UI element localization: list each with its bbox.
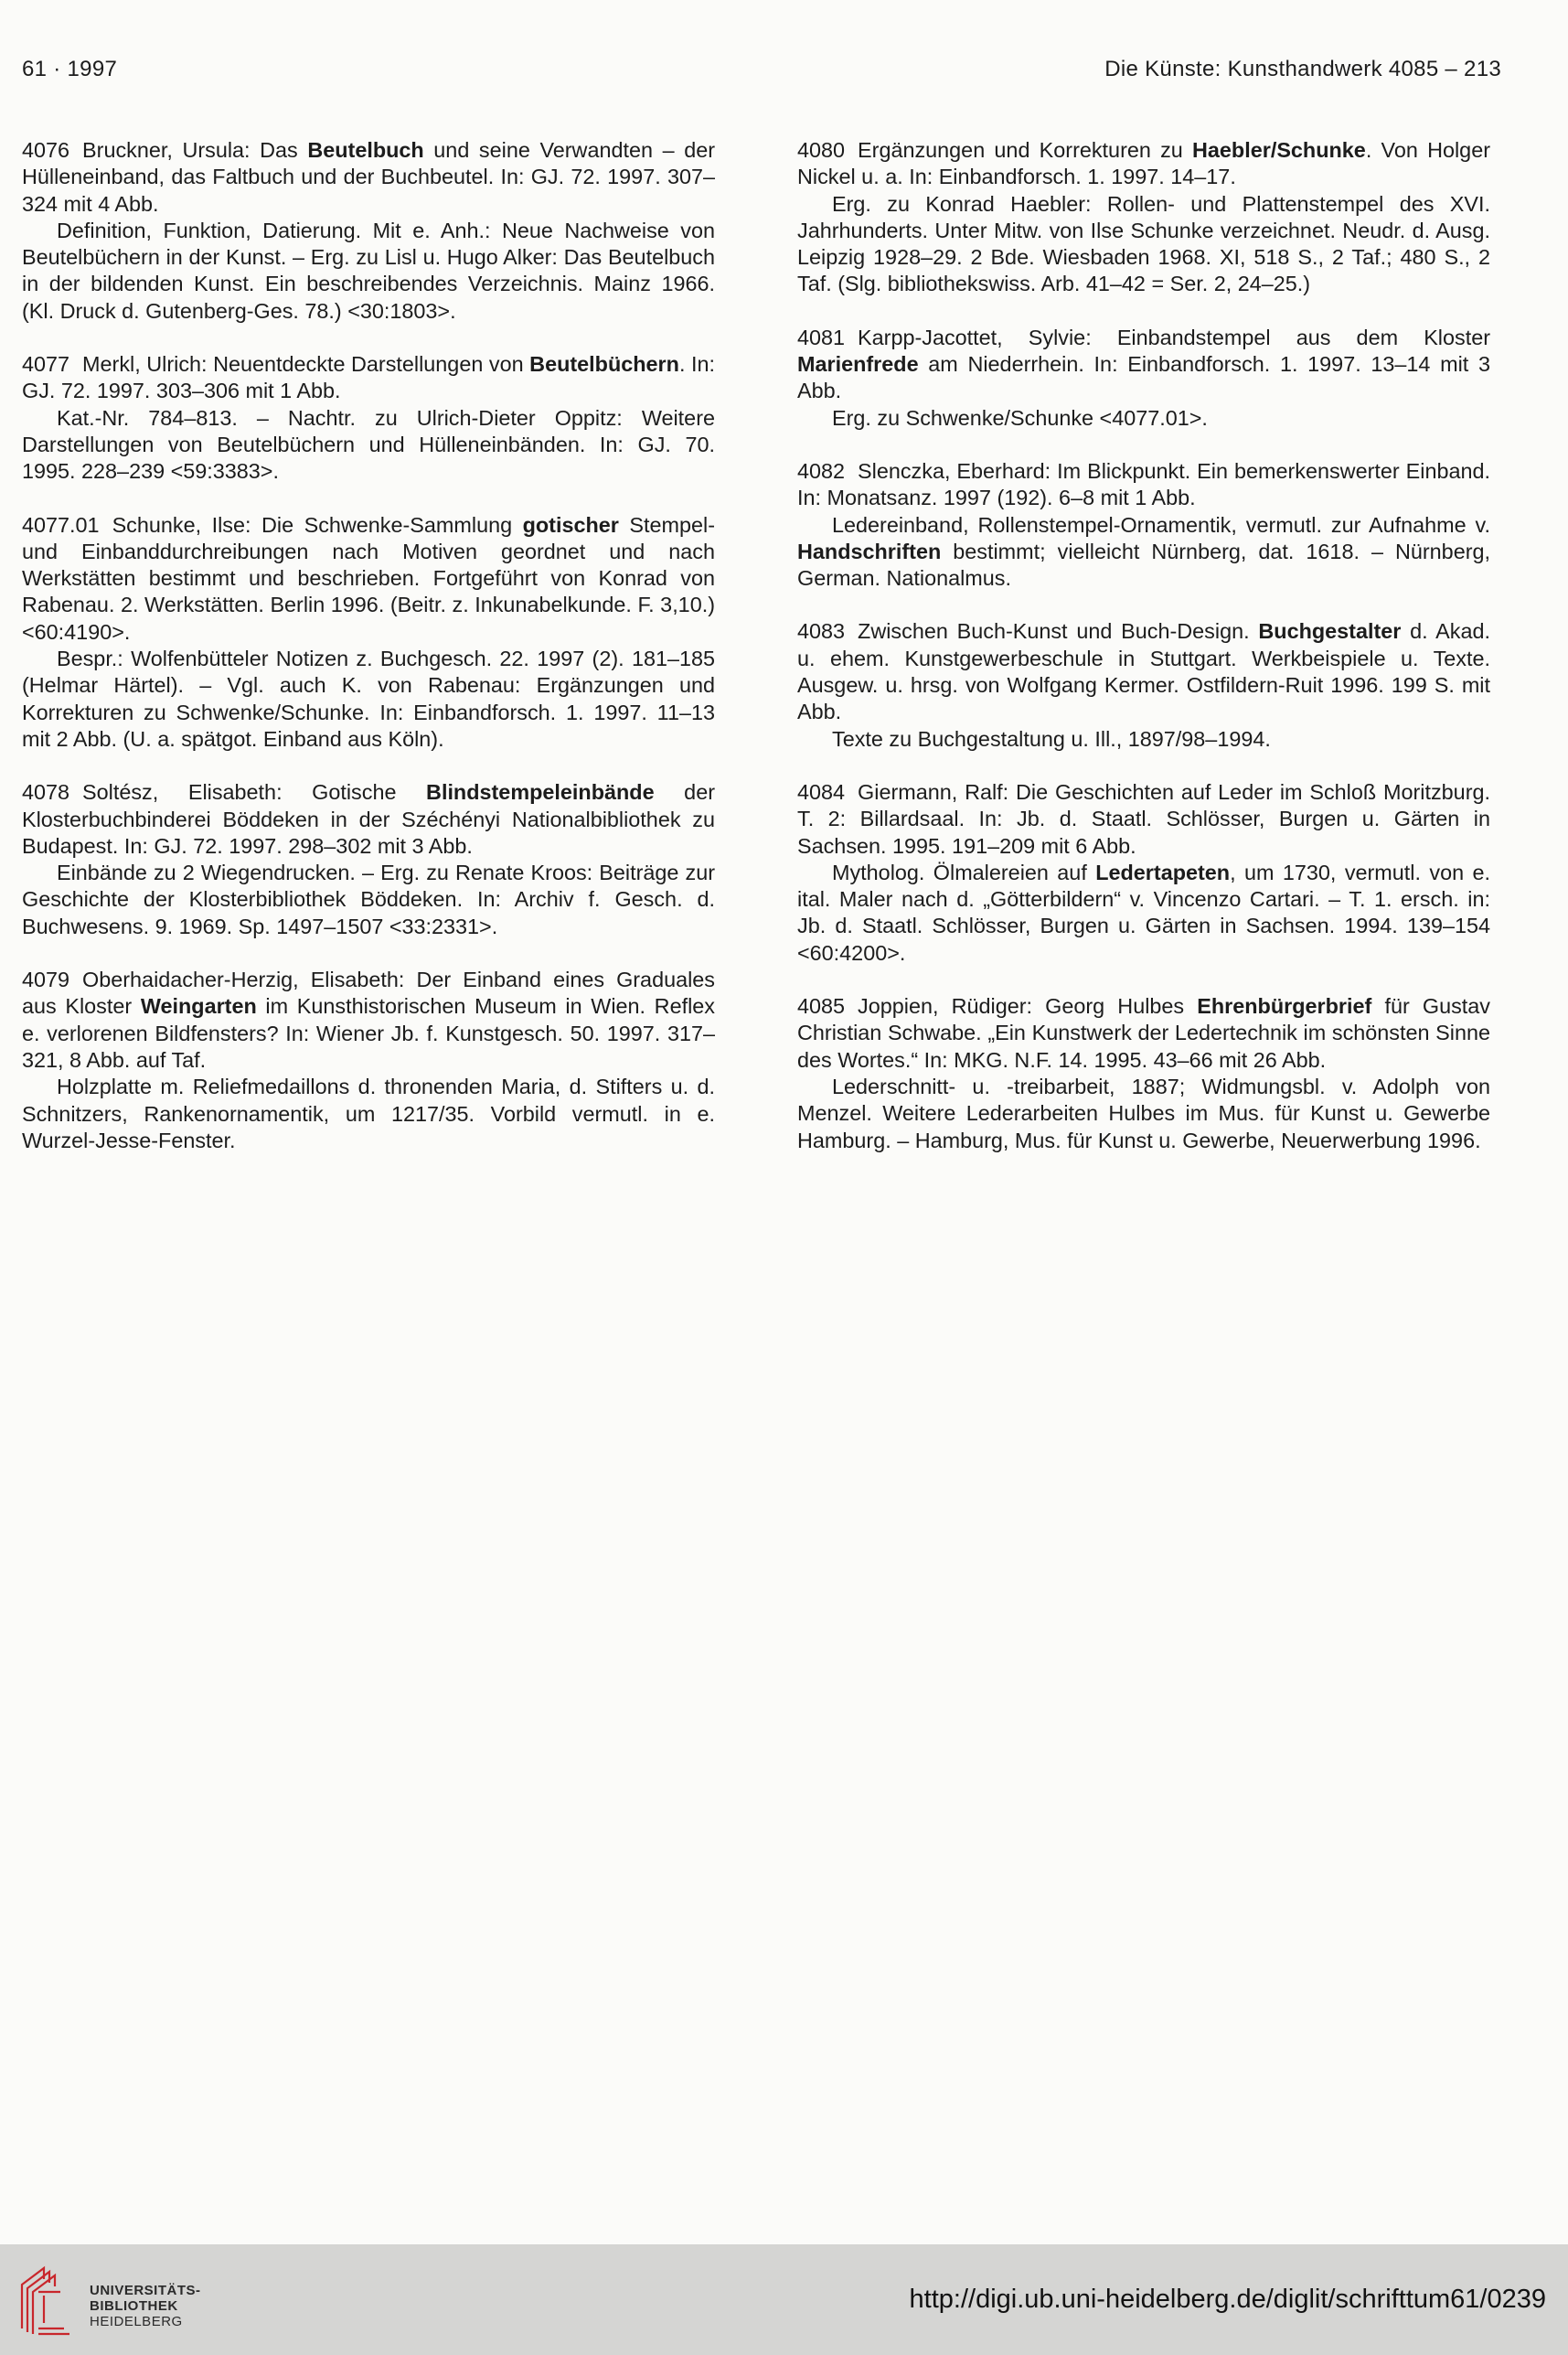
bibliography-entry xyxy=(797,993,1490,1154)
entry-citation xyxy=(22,967,715,1074)
entry-text: . Von Holger Nickel u. a. In: Einbandforsch. 1. 1997. 14–17. xyxy=(797,138,1490,189)
left-column xyxy=(22,137,715,1181)
entry-number: 4085 xyxy=(797,994,846,1019)
entry-text: Stempel- und Einbanddurchreibungen nach Motiven geordnet und nach Werkstätten bestimmt und beschrieben. Fortgeführt von Konrad von Rabenau. 2. Werkstätten. Berlin 1996. (Beitr. z. Inkunabelkunde. F. 3,10.) <60:4190>. xyxy=(22,512,715,644)
bibliography-entry xyxy=(797,618,1490,752)
entry-text: und seine Verwandten – der Hülleneinband, das Faltbuch und der Buchbeutel. In: GJ. 72. 1997. 307–324 mit 4 Abb. xyxy=(22,138,715,216)
page-header-left: 61 · 1997 xyxy=(22,57,118,81)
entry-keyword: Weingarten xyxy=(140,994,257,1019)
entry-keyword: Blindstempeleinbände xyxy=(426,780,655,805)
bibliography-entry xyxy=(22,351,715,485)
entry-text: Ledereinband, Rollenstempel-Ornamentik, vermutl. zur Aufnahme v. xyxy=(832,512,1490,537)
entry-text: im Kunsthistorischen Museum in Wien. Reflex e. verlorenen Bildfensters? In: Wiener Jb. f. Kunstgesch. 50. 1997. 317–321, 8 Abb. auf Taf. xyxy=(22,994,715,1072)
entry-text: Ergänzungen und Korrekturen zu xyxy=(858,138,1193,162)
page-header-right: Die Künste: Kunsthandwerk 4085 – 213 xyxy=(1104,57,1501,81)
entry-text: . In: GJ. 72. 1997. 303–306 mit 1 Abb. xyxy=(22,352,715,403)
source-url: http://digi.ub.uni-heidelberg.de/diglit/schrifttum61/0239 xyxy=(909,2285,1546,2314)
entry-annotation xyxy=(22,405,715,486)
entry-text: Giermann, Ralf: Die Geschichten auf Leder im Schloß Moritzburg. T. 2: Billardsaal. In: Jb. d. Staatl. Schlösser, Burgen u. Gärten in Sachsen. 1995. 191–209 mit 6 Abb. xyxy=(797,779,1490,858)
bibliography-entry xyxy=(22,967,715,1154)
entry-annotation xyxy=(797,512,1490,593)
entry-text: der Klosterbuchbinderei Böddeken in der Széchényi Nationalbibliothek zu Budapest. In: GJ. 72. 1997. 298–302 mit 3 Abb. xyxy=(22,780,715,858)
entry-keyword: Beutelbüchern xyxy=(529,352,679,377)
entry-number: 4081 xyxy=(797,325,846,349)
entry-annotation xyxy=(22,1074,715,1154)
entry-text: Definition, Funktion, Datierung. Mit e. Anh.: Neue Nachweise von Beutelbüchern in der Kunst. – Erg. zu Lisl u. Hugo Alker: Das Beutelbuch in der bildenden Kunst. Ein beschreibendes Verzeichnis. Mainz 1966. (Kl. Druck d. Gutenberg-Ges. 78.) <30:1803>. xyxy=(22,218,715,323)
entry-text: Mytholog. Ölmalereien auf xyxy=(832,860,1096,884)
entry-citation xyxy=(797,458,1490,512)
entry-text: für Gustav Christian Schwabe. „Ein Kunstwerk der Ledertechnik im schönsten Sinne des Wortes.“ In: MKG. N.F. 14. 1995. 43–66 mit 26 Abb. xyxy=(797,994,1490,1072)
library-logo-text xyxy=(90,2283,201,2329)
bibliography-entry xyxy=(797,325,1490,432)
entry-text: bestimmt; vielleicht Nürnberg, dat. 1618. – Nürnberg, German. Nationalmus. xyxy=(797,539,1490,591)
entry-number: 4082 xyxy=(797,458,846,483)
entry-citation xyxy=(797,779,1490,860)
entry-text: Schunke, Ilse: Die Schwenke-Sammlung xyxy=(112,512,523,537)
entry-text: , um 1730, vermutl. von e. ital. Maler nach d. „Götterbildern“ v. Vincenzo Cartari. – T. 1. ersch. in: Jb. d. Staatl. Schlösser, Burgen u. Gärten in Sachsen. 1994. 139–154 <60:4200>. xyxy=(797,860,1491,965)
logo-line-3: HEIDELBERG xyxy=(90,2314,183,2329)
entry-text: Einbände zu 2 Wiegendrucken. – Erg. zu Renate Kroos: Beiträge zur Geschichte der Klosterbibliothek Böddeken. In: Archiv f. Gesch. d. Buchwesens. 9. 1969. Sp. 1497–1507 <33:2331>. xyxy=(22,861,715,938)
entry-keyword: Ehrenbürgerbrief xyxy=(1197,994,1372,1019)
entry-text: Erg. zu Schwenke/Schunke <4077.01>. xyxy=(832,405,1208,430)
entry-keyword: Haebler/Schunke xyxy=(1192,138,1366,162)
entry-number: 4080 xyxy=(797,138,846,162)
entry-keyword: gotischer xyxy=(522,512,619,537)
entry-annotation xyxy=(22,860,715,940)
entry-number: 4083 xyxy=(797,619,846,644)
entry-text: am Niederrhein. In: Einbandforsch. 1. 1997. 13–14 mit 3 Abb. xyxy=(797,352,1490,403)
entry-text: Bespr.: Wolfenbütteler Notizen z. Buchgesch. 22. 1997 (2). 181–185 (Helmar Härtel). – Vgl. auch K. von Rabenau: Ergänzungen und Korrekturen zu Schwenke/Schunke. In: Einbandforsch. 1. 1997. 11–13 mit 2 Abb. (U. a. spätgot. Einband aus Köln). xyxy=(22,647,715,751)
entry-keyword: Beutelbuch xyxy=(307,138,424,162)
entry-number: 4079 xyxy=(22,968,70,992)
entry-text: Karpp-Jacottet, Sylvie: Einbandstempel aus dem Kloster xyxy=(858,325,1490,349)
entry-annotation xyxy=(797,1074,1490,1154)
entry-keyword: Ledertapeten xyxy=(1095,860,1231,884)
library-logo-icon xyxy=(16,2264,82,2336)
footer-bar xyxy=(0,2244,1568,2355)
right-column xyxy=(797,137,1490,1181)
entry-text: Texte zu Buchgestaltung u. Ill., 1897/98–1994. xyxy=(832,726,1271,751)
entry-number: 4084 xyxy=(797,779,846,804)
entry-text: Bruckner, Ursula: Das xyxy=(82,138,308,162)
entry-text: Slenczka, Eberhard: Im Blickpunkt. Ein bemerkenswerter Einband. In: Monatsanz. 1997 (192). 6–8 mit 1 Abb. xyxy=(797,458,1490,510)
entry-annotation xyxy=(797,860,1490,967)
entry-keyword: Handschriften xyxy=(797,539,942,563)
entry-annotation xyxy=(22,218,715,325)
entry-text: Soltész, Elisabeth: Gotische xyxy=(82,780,427,805)
entry-number: 4076 xyxy=(22,138,70,162)
entry-text: Lederschnitt- u. -treibarbeit, 1887; Widmungsbl. v. Adolph von Menzel. Weitere Lederarbeiten Hulbes im Mus. für Kunst u. Gewerbe Hamburg. – Hamburg, Mus. für Kunst u. Gewerbe, Neuerwerbung 1996. xyxy=(797,1074,1490,1152)
entry-text: Holzplatte m. Reliefmedaillons d. thronenden Maria, d. Stifters u. d. Schnitzers, Rankenornamentik, um 1217/35. Vorbild vermutl. in e. Wurzel-Jesse-Fenster. xyxy=(22,1075,715,1152)
entry-citation xyxy=(22,512,715,646)
entry-citation xyxy=(797,325,1490,405)
bibliography-entry xyxy=(22,512,715,754)
entry-citation xyxy=(22,351,715,405)
bibliography-entry xyxy=(797,458,1490,592)
bibliography-entry xyxy=(22,779,715,940)
entry-citation xyxy=(797,618,1490,725)
entry-citation xyxy=(22,137,715,218)
bibliography-entry xyxy=(797,779,1490,967)
entry-citation xyxy=(797,137,1490,191)
entry-text: Joppien, Rüdiger: Georg Hulbes xyxy=(858,994,1198,1019)
entry-text: d. Akad. u. ehem. Kunstgewerbeschule in Stuttgart. Werkbeispiele u. Texte. Ausgew. u. hrsg. von Wolfgang Kermer. Ostfildern-Ruit 1996. 199 S. mit Abb. xyxy=(797,619,1490,724)
logo-line-1: UNIVERSITÄTS- xyxy=(90,2283,201,2298)
logo-line-2: BIBLIOTHEK xyxy=(90,2298,178,2314)
entry-text: Merkl, Ulrich: Neuentdeckte Darstellungen von xyxy=(82,352,530,377)
entry-citation xyxy=(797,993,1490,1074)
bibliography-entry xyxy=(797,137,1490,298)
entry-annotation xyxy=(797,726,1490,753)
entry-text: Erg. zu Konrad Haebler: Rollen- und Plattenstempel des XVI. Jahrhunderts. Unter Mitw. von Ilse Schunke verzeichnet. Neudr. d. Ausg. Leipzig 1928–29. 2 Bde. Wiesbaden 1968. XI, 518 S., 2 Taf.; 480 S., 2 Taf. (Slg. bibliothekswiss. Arb. 41–42 = Ser. 2, 24–25.) xyxy=(797,191,1490,296)
entry-number: 4077.01 xyxy=(22,512,100,537)
entry-annotation xyxy=(797,405,1490,432)
entry-text: Oberhaidacher-Herzig, Elisabeth: Der Einband eines Graduales aus Kloster xyxy=(22,968,715,1019)
entry-annotation xyxy=(22,646,715,753)
entry-keyword: Marienfrede xyxy=(797,352,919,377)
entry-number: 4077 xyxy=(22,352,70,377)
entry-text: Kat.-Nr. 784–813. – Nachtr. zu Ulrich-Dieter Oppitz: Weitere Darstellungen von Beutelbüchern und Hülleneinbänden. In: GJ. 70. 1995. 228–239 <59:3383>. xyxy=(22,405,715,484)
entry-keyword: Buchgestalter xyxy=(1258,619,1402,644)
entry-annotation xyxy=(797,191,1490,298)
entry-citation xyxy=(22,779,715,860)
page-header xyxy=(22,57,1501,93)
entry-text: Zwischen Buch-Kunst und Buch-Design. xyxy=(858,619,1259,644)
entry-number: 4078 xyxy=(22,780,70,805)
bibliography-entry xyxy=(22,137,715,325)
